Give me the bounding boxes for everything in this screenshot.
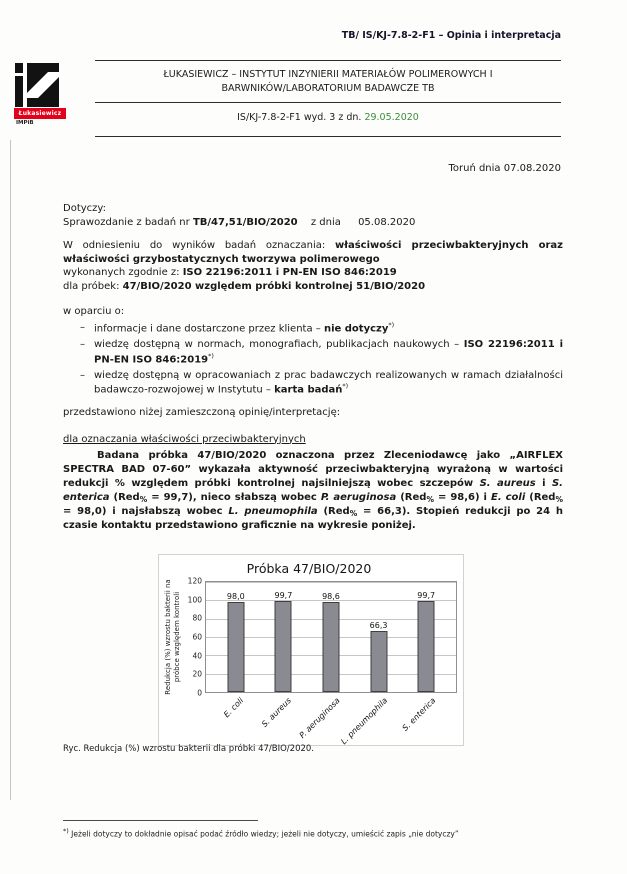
species-e-coli: E. coli <box>490 491 526 503</box>
footnote-marker: *) <box>388 321 395 330</box>
x-tick-label: S. enterica <box>400 696 438 733</box>
species-s-enterica: S. enterica <box>63 477 563 503</box>
percent-subscript: % <box>426 494 434 504</box>
chart-xlabels <box>205 693 457 745</box>
opinion-text: (Red <box>396 491 427 503</box>
percent-subscript: % <box>555 494 563 504</box>
chart-body <box>161 576 457 747</box>
form-ref-text: IS/KJ-7.8-2-F1 wyd. 3 z dn. <box>237 112 365 123</box>
opinion-paragraph <box>63 449 563 533</box>
y-tick-label: 60 <box>192 632 202 642</box>
x-tick-label: S. aureus <box>260 696 294 729</box>
species-p-aeruginosa: P. aeruginosa <box>320 491 397 503</box>
document-body <box>63 202 563 533</box>
figure-caption: Ryc. Redukcja (%) wzrostu bakterii dla próbki 47/BIO/2020. <box>63 744 315 754</box>
opinion-text: = 98,0) i najsłabszą wobec <box>63 506 229 518</box>
logo-glyph-icon <box>14 62 60 108</box>
x-tick-slot <box>400 693 451 745</box>
list-item <box>80 338 563 367</box>
opinion-text: = 99,7), nieco słabszą wobec <box>147 491 321 503</box>
chart-yticks <box>185 576 205 698</box>
chart-plot <box>205 581 457 693</box>
y-axis-title-line-1: Redukcja (%) wzrostu bakterii na <box>163 579 172 695</box>
y-tick-label: 120 <box>187 576 202 586</box>
opinion-text: (Red <box>317 506 350 518</box>
basis-intro: w oparciu o: <box>63 305 125 317</box>
bar <box>322 602 339 692</box>
basis-outro: przedstawiono niżej zamieszczoną opinię/interpretację: <box>63 407 341 419</box>
list-item <box>80 369 563 398</box>
institute-name <box>95 68 561 96</box>
list-dash: – <box>80 369 85 381</box>
item-2-text: wiedzę dostępną w normach, monografiach, publikacjach naukowych – <box>94 339 464 351</box>
place-and-date: Toruń dnia 07.08.2020 <box>448 163 561 174</box>
opinion-text: = 66,3). Stopień redukcji po 24 h czasie kontaktu przedstawiono graficznie na wykresie poniżej. <box>63 506 563 532</box>
bar-slot <box>307 582 355 692</box>
y-tick-label: 20 <box>192 669 202 679</box>
list-item-text <box>94 338 563 367</box>
form-reference <box>95 112 561 123</box>
bar-slot <box>402 582 450 692</box>
scope-bold-3: 47/BIO/2020 względem próbki kontrolnej 51/BIO/2020 <box>122 280 426 292</box>
bar-value-label: 99,7 <box>417 590 436 600</box>
species-s-aureus: S. aureus <box>479 477 536 489</box>
y-axis-title <box>161 581 185 693</box>
opinion-text: (Red <box>525 491 556 503</box>
report-number: TB/47,51/BIO/2020 <box>192 216 298 228</box>
report-date: 05.08.2020 <box>358 216 416 228</box>
x-tick-label: P. aeruginosa <box>297 696 342 741</box>
scope-text-1: W odniesieniu do wyników badań oznaczania: <box>63 240 336 252</box>
lukasiewicz-logo <box>14 62 68 126</box>
header-rule-middle <box>95 102 561 103</box>
y-tick-label: 40 <box>192 651 202 661</box>
item-1-bold: nie dotyczy <box>323 323 389 335</box>
footnote-marker: *) <box>342 382 349 391</box>
x-tick-slot <box>339 693 403 747</box>
y-tick-label: 100 <box>187 595 202 605</box>
bar <box>227 602 244 692</box>
bar <box>275 601 292 692</box>
y-tick-label: 80 <box>192 613 202 623</box>
institute-line-1: ŁUKASIEWICZ – INSTYTUT INZYNIERII MATERIAŁÓW POLIMEROWYCH I <box>163 69 493 80</box>
subject-label: Dotyczy: <box>63 203 106 214</box>
y-tick-label: 0 <box>197 688 202 698</box>
footnote-marker: *) <box>63 827 69 835</box>
footnote-rule <box>63 820 258 821</box>
bar-value-label: 98,0 <box>226 592 245 602</box>
y-axis-title-text <box>164 562 182 712</box>
footnote-marker: *) <box>208 351 214 360</box>
x-tick-label: L. pneumophila <box>339 696 390 747</box>
list-dash: – <box>80 339 85 351</box>
scan-artifact-line <box>10 140 11 800</box>
form-ref-date: 29.05.2020 <box>364 112 419 123</box>
header-rule-bottom <box>95 136 561 137</box>
scope-text-3: dla próbek: <box>63 280 123 292</box>
opinion-text: = 98,6) i <box>433 491 491 503</box>
chart-plot-column <box>205 581 457 745</box>
chart-title: Próbka 47/BIO/2020 <box>246 561 372 576</box>
percent-subscript: % <box>349 509 358 519</box>
basis-list <box>63 321 563 397</box>
logo-label: Łukasiewicz <box>14 108 66 119</box>
list-dash: – <box>80 322 85 334</box>
bar <box>418 601 435 692</box>
item-2-bold: ISO 22196:2011 i PN-EN ISO 846:2019 <box>94 339 563 365</box>
bar-value-label: 98,6 <box>322 591 340 601</box>
bar-value-label: 99,7 <box>274 590 293 600</box>
opinion-heading: dla oznaczania właściwości przeciwbakteryjnych <box>63 433 306 445</box>
subject-pre: Sprawozdanie z badań nr <box>63 216 190 228</box>
list-item <box>80 321 563 336</box>
scope-paragraph <box>63 239 563 293</box>
percent-subscript: % <box>139 494 148 504</box>
scope-bold-2: ISO 22196:2011 i PN-EN ISO 846:2019 <box>182 267 397 279</box>
subject-block <box>63 202 563 229</box>
item-3-bold: karta badań <box>274 384 343 396</box>
subject-mid: z dnia <box>310 216 341 228</box>
list-item-text <box>94 321 563 336</box>
opinion-text: Badana próbka 47/BIO/2020 oznaczona przez Zleceniodawcę jako „AIRFLEX SPECTRA BAD 07-60” wykazała aktywność przeciwbakteryjną wyrażoną w wartości redukcji % względem próbki kontrolnej najsilniejszą wobec szczepów <box>63 450 563 489</box>
bar-slot <box>355 582 403 692</box>
x-tick-label: E. coli <box>221 696 246 720</box>
institute-line-2: BARWNIKÓW/LABORATORIUM BADAWCZE TB <box>221 82 435 94</box>
opinion-text: (Red <box>109 491 140 503</box>
header-rule-top <box>95 60 561 61</box>
y-axis-title-line-2: próbce względem kontroli <box>173 591 181 683</box>
scope-text-2: wykonanych zgodnie z: <box>63 267 183 279</box>
footnote <box>63 827 563 839</box>
bar-value-label: 66,3 <box>369 621 388 631</box>
subject-line <box>63 216 563 230</box>
x-tick-slot <box>259 693 307 745</box>
bar-chart <box>158 554 464 746</box>
item-1-text: informacje i dane dostarczone przez klienta – <box>94 323 324 335</box>
list-item-text <box>94 369 563 398</box>
x-tick-slot <box>211 693 259 745</box>
document-reference: TB/ IS/KJ-7.8-2-F1 – Opinia i interpretacja <box>341 30 561 41</box>
opinion-text: i <box>535 477 552 489</box>
footnote-text: Jeżeli dotyczy to dokładnie opisać podać źródło wiedzy; jeżeli nie dotyczy, umieścić zapis „nie dotyczy” <box>68 829 459 839</box>
logo-sublabel: IMPiB <box>16 120 34 126</box>
scope-bold-1: właściwości przeciwbakteryjnych oraz właściwości grzybostatycznych tworzywa polimerowego <box>63 240 563 265</box>
bar-slot <box>212 582 260 692</box>
bar-slot <box>260 582 308 692</box>
bar <box>370 631 387 692</box>
item-3-text: wiedzę dostępną w opracowaniach z prac badawczych realizowanych w ramach działalności badawczo-rozwojowej w Instytutu – <box>94 369 563 396</box>
species-l-pneumophila: L. pneumophila <box>228 506 318 518</box>
